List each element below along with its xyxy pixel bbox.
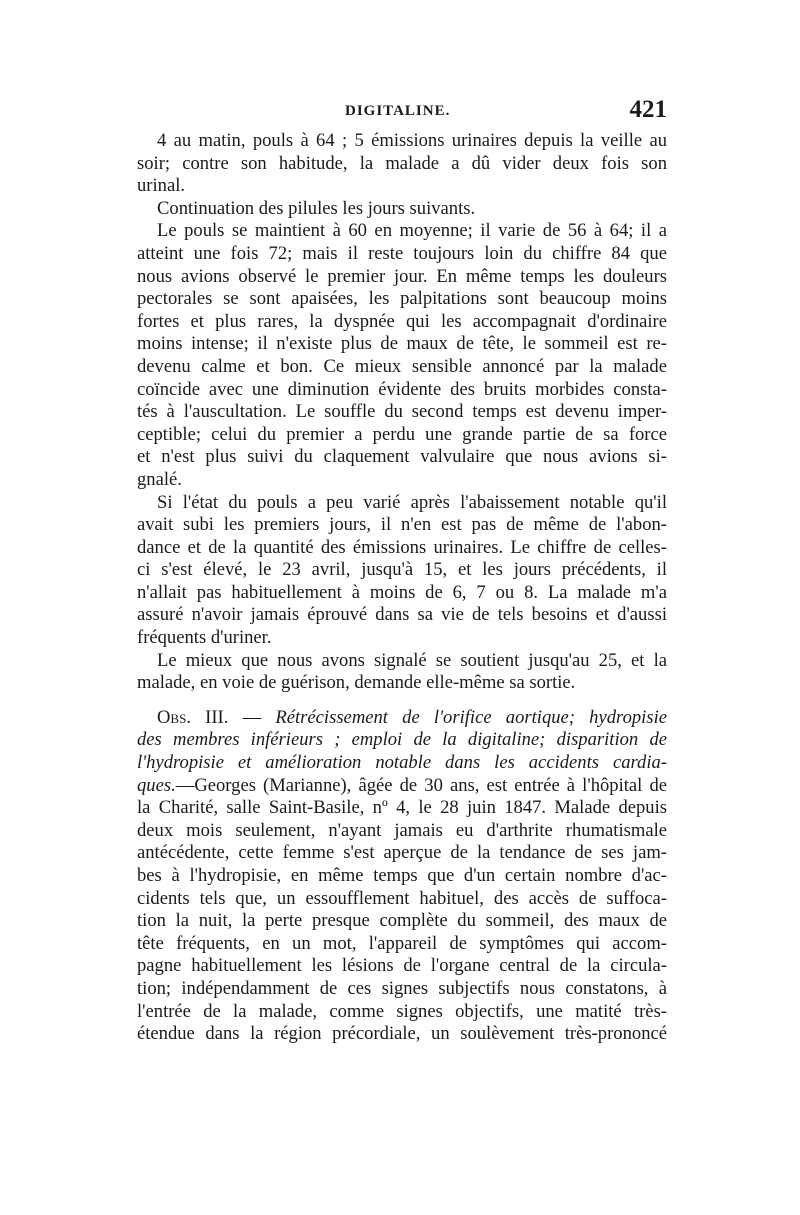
text-line: et n'est plus suivi du claquement valvulaire que nous avions si- xyxy=(137,446,667,468)
text-line: pectorales se sont apaisées, les palpitations sont beaucoup moins xyxy=(137,288,667,310)
text-line: atteint une fois 72; mais il reste toujours loin du chiffre 84 que xyxy=(137,242,667,264)
text-line: coïncide avec une diminution évidente des bruits morbides consta- xyxy=(137,378,667,400)
text-line: moins intense; il n'existe plus de maux de tête, le sommeil est re- xyxy=(137,333,667,355)
page-header xyxy=(137,96,667,126)
text-line: tion; indépendamment de ces signes subjectifs nous constatons, à xyxy=(137,977,667,999)
page-number: 421 xyxy=(629,96,667,123)
observation-label: Obs. III. xyxy=(157,706,229,728)
running-title: DIGITALINE. xyxy=(345,103,451,119)
paragraph xyxy=(137,220,667,491)
text-line: pagne habituellement les lésions de l'organe central de la circula- xyxy=(137,955,667,977)
text-line: assuré n'avoir jamais éprouvé dans sa vie de tels besoins et d'aussi xyxy=(137,604,667,626)
text-line: fortes et plus rares, la dyspnée qui les accompagnait d'ordinaire xyxy=(137,310,667,332)
text-line: tés à l'auscultation. Le souffle du second temps est devenu imper- xyxy=(137,401,667,423)
text-line: la Charité, salle Saint-Basile, nº 4, le 28 juin 1847. Malade depuis xyxy=(137,797,667,819)
text-line: 4 au matin, pouls à 64 ; 5 émissions urinaires depuis la veille au xyxy=(157,130,667,151)
observation-heading-line xyxy=(137,707,667,730)
observation-body xyxy=(137,797,667,1046)
text-line: ceptible; celui du premier a perdu une grande partie de sa force xyxy=(137,423,667,445)
text-line: Si l'état du pouls a peu varié après l'abaissement notable qu'il xyxy=(157,491,667,513)
observation-title-line: l'hydropisie et amélioration notable dans les accidents cardia- xyxy=(137,752,667,774)
text-line: bes à l'hydropisie, en même temps que d'un certain nombre d'ac- xyxy=(137,865,667,886)
text-line: gnalé. xyxy=(137,468,182,490)
paragraph xyxy=(137,198,667,221)
text-line: antécédente, cette femme s'est aperçue de la tendance de ses jam- xyxy=(137,842,667,864)
observation-title-end: ques. xyxy=(137,774,176,796)
observation-first-line-rest: —Georges (Marianne), âgée de 30 ans, est entrée à l'hôpital de xyxy=(175,774,667,796)
text-line: cidents tels que, un essoufflement habituel, des accès de suffoca- xyxy=(137,887,667,909)
text-line: tête fréquents, en un mot, l'appareil de symptômes qui accom- xyxy=(137,932,667,954)
observation-title-line: Rétrécissement de l'orifice aortique; hydropisie xyxy=(275,706,667,728)
text-line: tion la nuit, la perte presque complète du sommeil, des maux de xyxy=(137,910,667,932)
text-line: étendue dans la région précordiale, un soulèvement très-prononcé xyxy=(137,1023,667,1045)
paragraph xyxy=(137,492,667,650)
text-line: dance et de la quantité des émissions urinaires. Le chiffre de celles- xyxy=(137,536,667,558)
text-line: Continuation des pilules les jours suivants. xyxy=(157,197,476,219)
text-line: avait subi les premiers jours, il n'en est pas de même de l'abon- xyxy=(137,514,667,536)
text-line: l'entrée de la malade, comme signes objectifs, une matité très- xyxy=(137,1000,667,1022)
text-line: urinal. xyxy=(137,175,186,197)
text-line: n'allait pas habituellement à moins de 6, 7 ou 8. La malade m'a xyxy=(137,581,667,603)
text-line: devenu calme et bon. Ce mieux sensible annoncé par la malade xyxy=(137,355,667,377)
observation-first-line xyxy=(137,775,667,798)
text-line: nous avions observé le premier jour. En même temps les douleurs xyxy=(137,265,667,287)
paragraph xyxy=(137,650,667,695)
observation-block xyxy=(137,707,667,1046)
text-line: ci s'est élevé, le 23 avril, jusqu'à 15, et les jours précédents, il xyxy=(137,559,667,581)
text-line: deux mois seulement, n'ayant jamais eu d'arthrite rhumatismale xyxy=(137,819,667,841)
text-line: fréquents d'uriner. xyxy=(137,627,272,649)
text-line: Le pouls se maintient à 60 en moyenne; il varie de 56 à 64; il a xyxy=(157,220,667,242)
observation-dash: — xyxy=(228,706,276,728)
text-line: soir; contre son habitude, la malade a dû vider deux fois son xyxy=(137,152,667,174)
section-gap xyxy=(137,695,667,707)
paragraph-list xyxy=(137,130,667,695)
text-line: malade, en voie de guérison, demande elle-même sa sortie. xyxy=(137,672,576,694)
body-text xyxy=(137,130,667,1046)
text-line: Le mieux que nous avons signalé se soutient jusqu'au 25, et la xyxy=(157,649,667,671)
paragraph xyxy=(137,130,667,198)
observation-title-line: des membres inférieurs ; emploi de la digitaline; disparition de xyxy=(137,729,667,751)
